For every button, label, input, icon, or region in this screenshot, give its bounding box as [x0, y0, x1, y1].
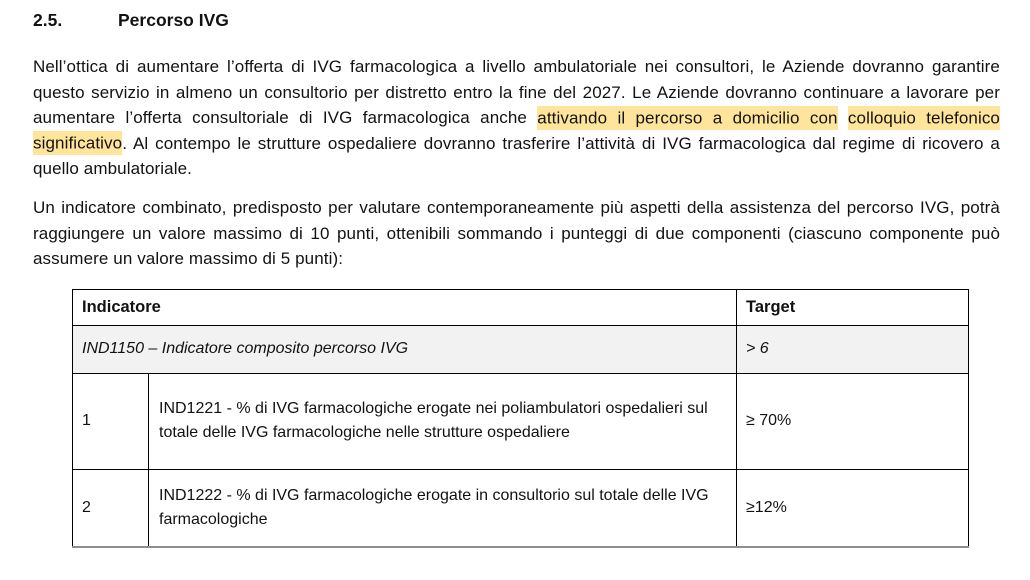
table-header-row	[73, 289, 969, 325]
table-row-component-2	[73, 469, 969, 547]
paragraph-segment-between	[838, 108, 848, 127]
section-title: Percorso IVG	[118, 10, 229, 30]
cell-row2-target: ≥12%	[737, 469, 969, 547]
table-row-component-1	[73, 373, 969, 469]
cell-row2-number: 2	[73, 469, 149, 547]
cell-row1-number: 1	[73, 373, 149, 469]
cell-row1-indicator: IND1221 - % di IVG farmacologiche erogate nei poliambulatori ospedalieri sul totale delle IVG farmacologiche nelle strutture ospedaliere	[149, 373, 737, 469]
paragraph-segment-post: . Al contempo le strutture ospedaliere dovranno trasferire l’attività di IVG farmacologica dal regime di ricovero a quello ambulatoriale.	[33, 133, 1000, 179]
section-number: 2.5.	[33, 10, 63, 30]
indicators-table	[72, 289, 969, 549]
cell-composite-indicator: IND1150 – Indicatore composito percorso IVG	[73, 325, 737, 373]
table-row-composite	[73, 325, 969, 373]
header-cell-target: Target	[737, 289, 969, 325]
paragraph-segment-pre: Nell’ottica di aumentare l’offerta di IVG farmacologica a livello ambulatoriale nei consultori, le Aziende dovranno garantire questo servizio in almeno un consultorio per distretto entro la fine del 2027. Le Aziende dovranno continuare a lavorare per aumentare l’offerta consultoriale di IVG farmacologica anche	[33, 57, 1000, 128]
cell-row2-indicator: IND1222 - % di IVG farmacologiche erogate in consultorio sul totale delle IVG farmacologiche	[149, 469, 737, 547]
cell-row1-target: ≥ 70%	[737, 373, 969, 469]
header-cell-indicatore: Indicatore	[73, 289, 737, 325]
paragraph-ivg-offer	[33, 54, 1000, 182]
highlighted-text-domicilio: attivando il percorso a domicilio con	[537, 106, 837, 130]
cell-composite-target: > 6	[737, 325, 969, 373]
highlighted-text-colloquio: colloquio telefonico significativo	[33, 106, 1000, 156]
paragraph-indicator-combined: Un indicatore combinato, predisposto per valutare contemporaneamente più aspetti della assistenza del percorso IVG, potrà raggiungere un valore massimo di 10 punti, ottenibili sommando i punteggi di due componenti (ciascuno componente può assumere un valore massimo di 5 punti):	[33, 197, 1000, 269]
section-heading	[33, 9, 1000, 31]
